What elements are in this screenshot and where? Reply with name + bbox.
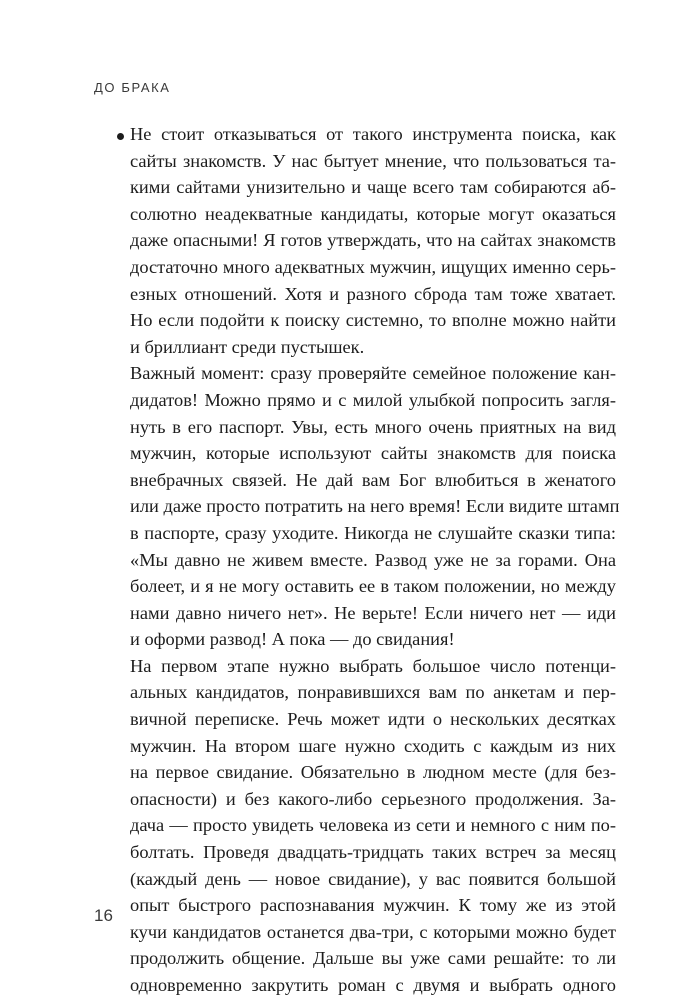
text-line: мужчин. На втором шаге нужно сходить с каждым из них bbox=[130, 735, 616, 756]
text-line: достаточно много адекватных мужчин, ищущих именно серь- bbox=[130, 256, 616, 277]
text-line: продолжить общение. Дальше вы уже сами решайте: то ли bbox=[130, 948, 616, 969]
text-line: вичной переписке. Речь может идти о нескольких десятках bbox=[130, 709, 616, 730]
running-head: ДО БРАКА bbox=[94, 80, 171, 95]
text-line: и оформи развод! А пока — до свидания! bbox=[130, 629, 455, 650]
text-line: нуть в его паспорт. Увы, есть много очень приятных на вид bbox=[130, 416, 616, 437]
text-line: на первое свидание. Обязательно в людном месте (для без- bbox=[130, 762, 616, 783]
text-line: езных отношений. Хотя и разного сброда там тоже хватает. bbox=[130, 283, 616, 304]
text-line: «Мы давно не живем вместе. Развод уже не за горами. Она bbox=[130, 549, 616, 570]
text-line: опасности) и без какого-либо серьезного продолжения. За- bbox=[130, 788, 616, 809]
text-line: (каждый день — новое свидание), у вас появится большой bbox=[130, 868, 616, 889]
text-line: На первом этапе нужно выбрать большое число потенци- bbox=[130, 655, 616, 676]
text-line: и бриллиант среди пустышек. bbox=[130, 336, 365, 357]
text-line: дача — просто увидеть человека из сети и немного с ним по- bbox=[130, 815, 616, 836]
text-line: дидатов! Можно прямо и с милой улыбкой попросить загля- bbox=[130, 389, 616, 410]
text-line: кучи кандидатов останется два-три, с которыми можно будет bbox=[130, 921, 616, 942]
text-line: солютно неадекватные кандидаты, которые могут оказаться bbox=[130, 203, 616, 224]
text-line: опыт быстрого распознавания мужчин. К тому же из этой bbox=[130, 895, 616, 916]
text-line: Важный момент: сразу проверяйте семейное положение кан- bbox=[130, 363, 616, 384]
page-number: 16 bbox=[94, 906, 113, 925]
bullet-icon bbox=[117, 133, 124, 140]
text-line: нами давно ничего нет». Не верьте! Если ничего нет — иди bbox=[130, 602, 616, 623]
text-line: Но если подойти к поиску системно, то вполне можно найти bbox=[130, 310, 616, 331]
text-line: болеет, и я не могу оставить ее в таком положении, но между bbox=[130, 576, 616, 597]
body-text bbox=[130, 121, 620, 999]
text-line: или даже просто потратить на него время! Если видите штамп bbox=[130, 496, 620, 517]
text-line: в паспорте, сразу уходите. Никогда не слушайте сказки типа: bbox=[130, 522, 616, 543]
text-line: кими сайтами унизительно и чаще всего там собираются аб- bbox=[130, 177, 616, 198]
text-line: сайты знакомств. У нас бытует мнение, что пользоваться та- bbox=[130, 150, 616, 171]
text-line: Не стоит отказываться от такого инструмента поиска, как bbox=[130, 124, 616, 144]
text-line: болтать. Проведя двадцать-тридцать таких встреч за месяц bbox=[130, 842, 616, 863]
text-line: даже опасными! Я готов утверждать, что на сайтах знакомств bbox=[130, 230, 616, 251]
text-line: внебрачных связей. Не дай вам Бог влюбиться в женатого bbox=[130, 469, 616, 490]
text-line: альных кандидатов, понравившихся вам по анкетам и пер- bbox=[130, 682, 616, 703]
text-line: мужчин, которые используют сайты знакомств для поиска bbox=[130, 443, 616, 464]
text-line: одновременно закрутить роман с двумя и выбрать одного bbox=[130, 975, 616, 995]
